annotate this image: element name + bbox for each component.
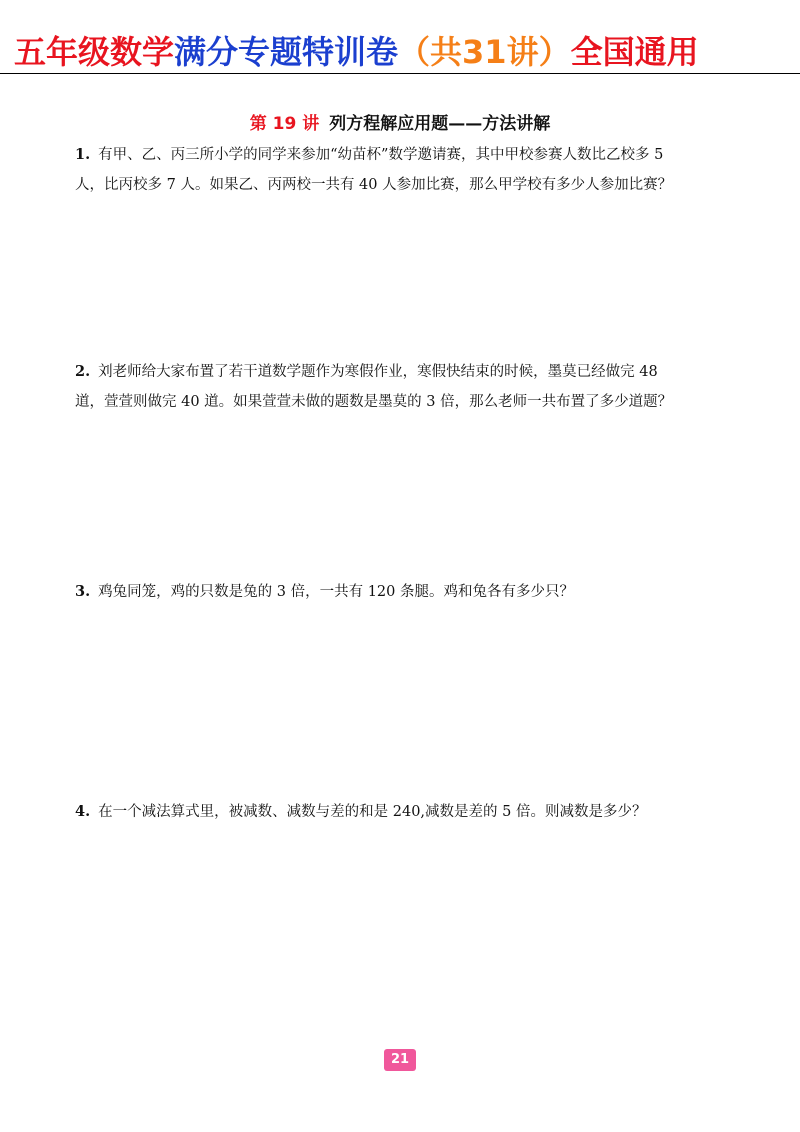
question-1-text-2: 人，比丙校多 7 人。如果乙、丙两校一共有 40 人参加比赛，那么甲学校有多少人参加比赛？ bbox=[75, 177, 673, 193]
page-number-badge: 21 bbox=[384, 1049, 416, 1071]
question-1 bbox=[75, 140, 735, 200]
series-title-count: （共31讲） bbox=[398, 33, 571, 71]
lecture-heading bbox=[0, 112, 800, 136]
question-4-line-1 bbox=[75, 797, 735, 827]
question-2-number: 2. bbox=[75, 363, 91, 380]
question-2 bbox=[75, 357, 735, 417]
page-header bbox=[0, 0, 800, 74]
question-3-text-1: 鸡兔同笼，鸡的只数是兔的 3 倍，一共有 120 条腿。鸡和兔各有多少只？ bbox=[98, 584, 574, 600]
question-3 bbox=[75, 577, 735, 607]
question-3-number: 3. bbox=[75, 583, 91, 600]
header-divider bbox=[0, 73, 800, 74]
question-4-number: 4. bbox=[75, 803, 91, 820]
question-4 bbox=[75, 797, 735, 827]
question-4-text-1: 在一个减法算式里，被减数、减数与差的和是 240,减数是差的 5 倍。则减数是多少？ bbox=[98, 804, 647, 820]
question-1-line-1 bbox=[75, 140, 735, 170]
question-2-text-1: 刘老师给大家布置了若干道数学题作为寒假作业，寒假快结束的时候，墨莫已经做完 48 bbox=[98, 364, 658, 380]
question-2-line-1 bbox=[75, 357, 735, 387]
question-1-number: 1. bbox=[75, 146, 91, 163]
question-3-line-1 bbox=[75, 577, 735, 607]
series-title-scope: 全国通用 bbox=[570, 33, 699, 71]
series-title-grade: 五年级数学 bbox=[14, 33, 175, 71]
series-title-name: 满分专题特训卷 bbox=[174, 33, 399, 71]
series-title bbox=[14, 32, 786, 72]
lecture-number: 第 19 讲 bbox=[249, 114, 320, 134]
question-1-text-1: 有甲、乙、丙三所小学的同学来参加“幼苗杯”数学邀请赛，其中甲校参赛人数比乙校多 5 bbox=[98, 147, 664, 163]
question-2-text-2: 道，萱萱则做完 40 道。如果萱萱未做的题数是墨莫的 3 倍，那么老师一共布置了多少道题？ bbox=[75, 394, 673, 410]
lecture-title: 列方程解应用题——方法讲解 bbox=[329, 114, 551, 134]
